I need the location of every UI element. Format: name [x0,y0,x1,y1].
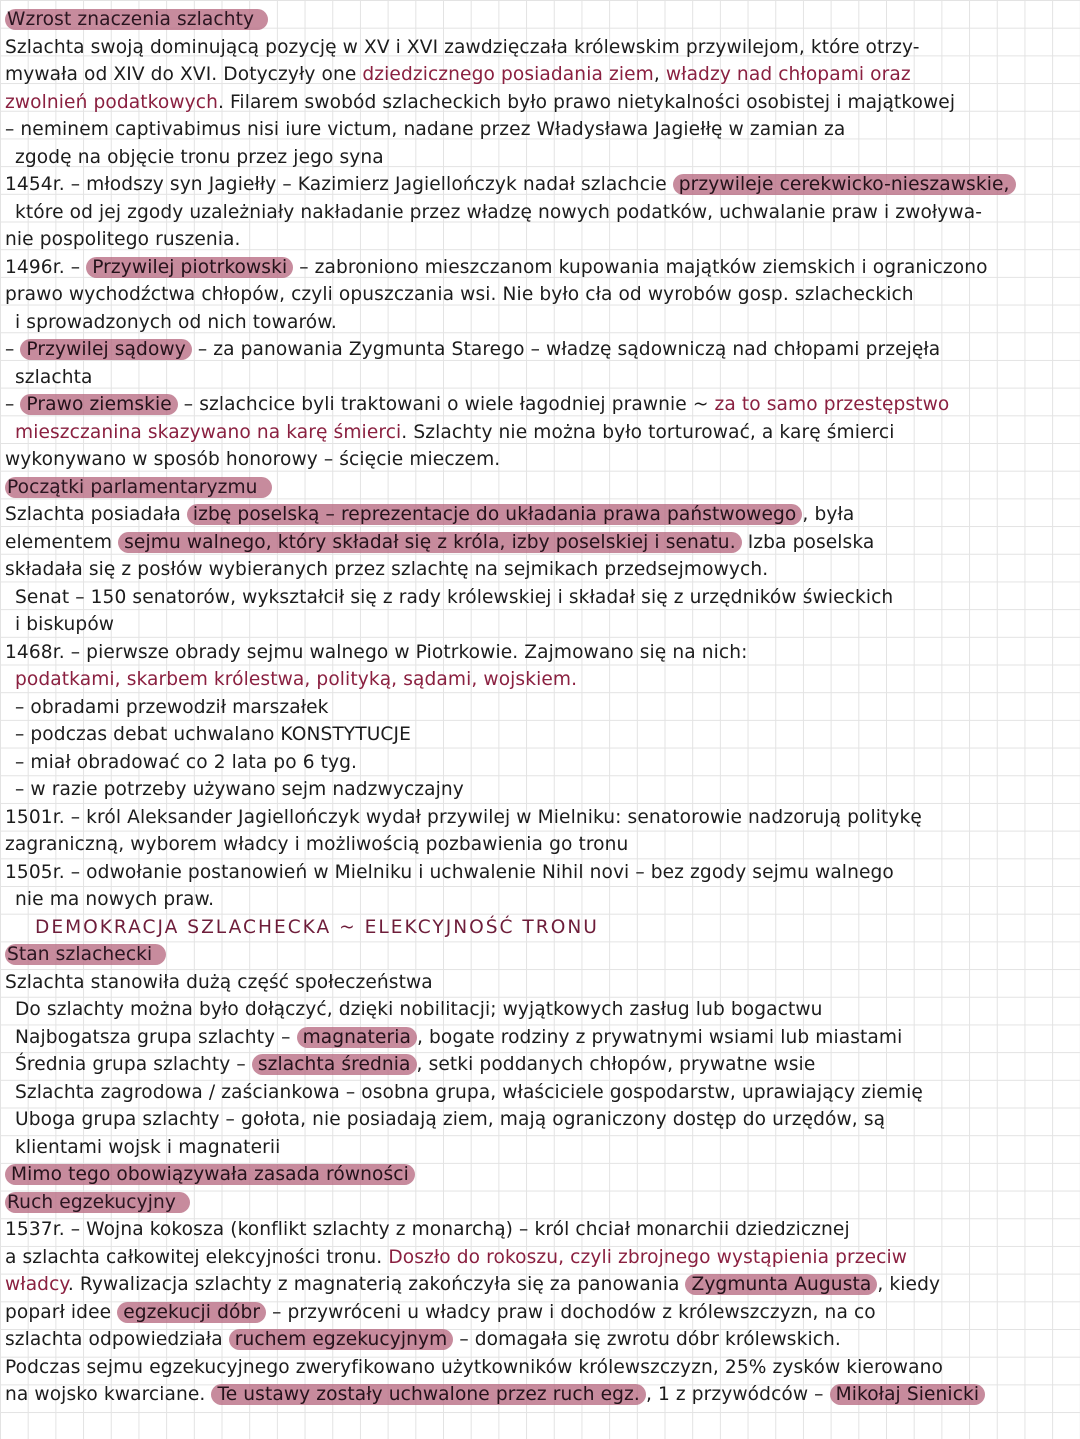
note-line: Senat – 150 senatorów, wykształcił się z rady królewskiej i składał się z urzędników świeckich [15,586,894,608]
highlighted-text: Przywilej sądowy [20,339,191,360]
highlighted-text: szlachta średnia [252,1054,417,1075]
highlighted-text: izbę poselską – reprezentacje do układania prawa państwowego [187,504,803,525]
highlighted-text: Te ustawy zostały uchwalone przez ruch egz. [211,1384,645,1405]
bullet-item: – w razie potrzeby używano sejm nadzwyczajny [15,779,464,800]
note-line: Podczas sejmu egzekucyjnego zweryfikowano użytkowników królewszczyzn, 25% zysków kierowano [5,1356,943,1378]
heading-highlight: Wzrost znaczenia szlachty [5,9,268,30]
note-line: szlachta [15,366,93,388]
note-line: nie ma nowych praw. [15,889,215,910]
note-line: a szlachta całkowitej elekcyjności tronu. Doszło do rokoszu, czyli zbrojnego wystąpienia przeciw [5,1246,908,1268]
note-line: Szlachta stanowiła dużą część społeczeństwa [5,971,433,993]
note-line: nie pospolitego ruszenia. [5,229,241,250]
highlighted-text: Prawo ziemskie [20,394,177,415]
section-heading [5,474,1074,502]
note-line: Szlachta swoją dominującą pozycję w XV i XVI zawdzięczała królewskim przywilejom, które otrzy- [5,36,920,58]
note-line: 1501r. – król Aleksander Jagiellończyk wydał przywilej w Mielniku: senatorowie nadzorują politykę [5,806,922,828]
note-line: – Prawo ziemskie – szlachcice byli traktowani o wiele łagodniej prawnie ~ za to samo przestępstwo [5,394,950,415]
note-line: – Przywilej sądowy – za panowania Zygmunta Starego – władzę sądowniczą nad chłopami przejęła [5,339,941,360]
marked-text: podatkami, skarbem królestwa, polityką, sądami, wojskiem. [15,669,578,690]
highlighted-text: Przywilej piotrkowski [86,257,293,278]
note-line: wykonywano w sposób honorowy – ścięcie mieczem. [5,449,501,470]
note-line: 1468r. – pierwsze obrady sejmu walnego w Piotrkowie. Zajmowano się na nich: [5,641,748,663]
note-line: 1505r. – odwołanie postanowień w Mielniku i uchwalenie Nihil novi – bez zgody sejmu walnego [5,861,894,883]
note-line: – neminem captivabimus nisi iure victum, nadane przez Władysława Jagiełłę w zamian za [5,119,846,140]
highlighted-text: Zygmunta Augusta [685,1274,877,1295]
marked-text: dziedzicznego posiadania ziem [362,64,654,85]
note-line: szlachta odpowiedziała ruchem egzekucyjnym – domagała się zwrotu dóbr królewskich. [5,1329,841,1350]
highlighted-text: Mikołaj Sienicki [830,1384,986,1405]
note-line: i biskupów [15,614,115,635]
subheading: DEMOKRACJA SZLACHECKA ~ ELEKCYJNOŚĆ TRONU [35,916,599,938]
note-line [5,666,1074,694]
marked-text: władzy nad chłopami oraz [665,64,911,85]
heading-highlight: Początki parlamentaryzmu [5,477,272,498]
highlighted-text: egzekucji dóbr [117,1302,266,1323]
note-line: poparł idee egzekucji dóbr – przywróceni u władcy praw i dochodów z królewszczyzn, na co [5,1301,876,1323]
note-line: Najbogatsza grupa szlachty – magnateria , bogate rodziny z prywatnymi wsiami lub miastami [15,1026,903,1048]
note-line: 1454r. – młodszy syn Jagiełły – Kazimierz Jagiellończyk nadał szlachcie przywileje cerekwicko-nieszawskie, [5,171,1074,199]
bullet-item: – obradami przewodził marszałek [15,696,329,718]
marked-text: władcy [5,1274,68,1295]
marked-text: mieszczanina skazywano na karę śmierci [15,421,402,443]
bullet-item: – miał obradować co 2 lata po 6 tyg. [15,751,358,773]
note-line: i sprowadzonych od nich towarów. [15,311,337,333]
note-line [5,1161,1074,1189]
note-line: na wojsko kwarciane. Te ustawy zostały uchwalone przez ruch egz. , 1 z przywódców – Mikołaj Sienicki [5,1381,1074,1409]
note-line: 1537r. – Wojna kokosza (konflikt szlachty z monarchą) – król chciał monarchii dziedzicznej [5,1219,850,1240]
note-line: Szlachta posiadała izbę poselską – reprezentacje do układania prawa państwowego , była [5,504,855,525]
highlighted-text: przywileje cerekwicko-nieszawskie, [673,174,1016,195]
note-line: Uboga grupa szlachty – gołota, nie posiadają ziem, mają ograniczony dostęp do urzędów, są [15,1109,886,1130]
note-line: zgodę na objęcie tronu przez jego syna [15,146,384,168]
note-line: 1496r. – Przywilej piotrkowski – zabroniono mieszczanom kupowania majątków ziemskich i ograniczono [5,256,988,278]
note-line: mieszczanina skazywano na karę śmierci. Szlachty nie można było torturować, a karę śmierci [15,421,895,443]
note-line: Do szlachty można było dołączyć, dzięki nobilitacji; wyjątkowych zasług lub bogactwu [15,999,823,1020]
highlighted-text: sejmu walnego, który składał się z króla, izby poselskiej i senatu. [118,532,742,553]
section-heading [5,6,1074,34]
highlighted-text: ruchem egzekucyjnym [229,1329,454,1350]
note-line: prawo wychodźctwa chłopów, czyli opuszczania wsi. Nie było cła od wyrobów gosp. szlacheckich [5,284,914,305]
marked-text: za to samo przestępstwo [714,394,950,415]
marked-text: Doszło do rokoszu, czyli zbrojnego wystąpienia przeciw [388,1246,908,1268]
note-line: klientami wojsk i magnaterii [15,1136,281,1158]
marked-text: zwolnień podatkowych [5,91,218,113]
note-line: Szlachta zagrodowa / zaściankowa – osobna grupa, właściciele gospodarstw, uprawiający ziemię [15,1081,923,1103]
bullet-item: – podczas debat uchwalano KONSTYTUCJE [15,724,411,745]
highlighted-text: magnateria [297,1027,417,1048]
section-heading [5,941,1074,969]
note-line: Średnia grupa szlachty – szlachta średnia , setki poddanych chłopów, prywatne wsie [15,1054,816,1075]
note-line: zwolnień podatkowych. Filarem swobód szlacheckich było prawo nietykalności osobistej i majątkowej [5,91,956,113]
heading-highlight: Ruch egzekucyjny [5,1192,190,1213]
note-line: które od jej zgody uzależniały nakładanie przez władzę nowych podatków, uchwalanie praw i zwoływa- [15,201,983,223]
note-line: władcy. Rywalizacja szlachty z magnaterią zakończyła się za panowania Zygmunta Augusta , kiedy [5,1274,941,1295]
heading-highlight: Stan szlachecki [5,944,166,965]
note-line: składała się z posłów wybieranych przez szlachtę na sejmikach przedsejmowych. [5,559,769,580]
note-line: mywała od XIV do XVI. Dotyczyły one dziedzicznego posiadania ziem, władzy nad chłopami oraz [5,64,911,85]
highlighted-text: Mimo tego obowiązywała zasada równości [5,1164,415,1185]
note-line: elementem sejmu walnego, który składał się z króla, izby poselskiej i senatu. Izba poselska [5,531,875,553]
note-line: zagraniczną, wyborem władcy i możliwością pozbawienia go tronu [5,834,629,855]
section-heading [5,1189,1074,1217]
